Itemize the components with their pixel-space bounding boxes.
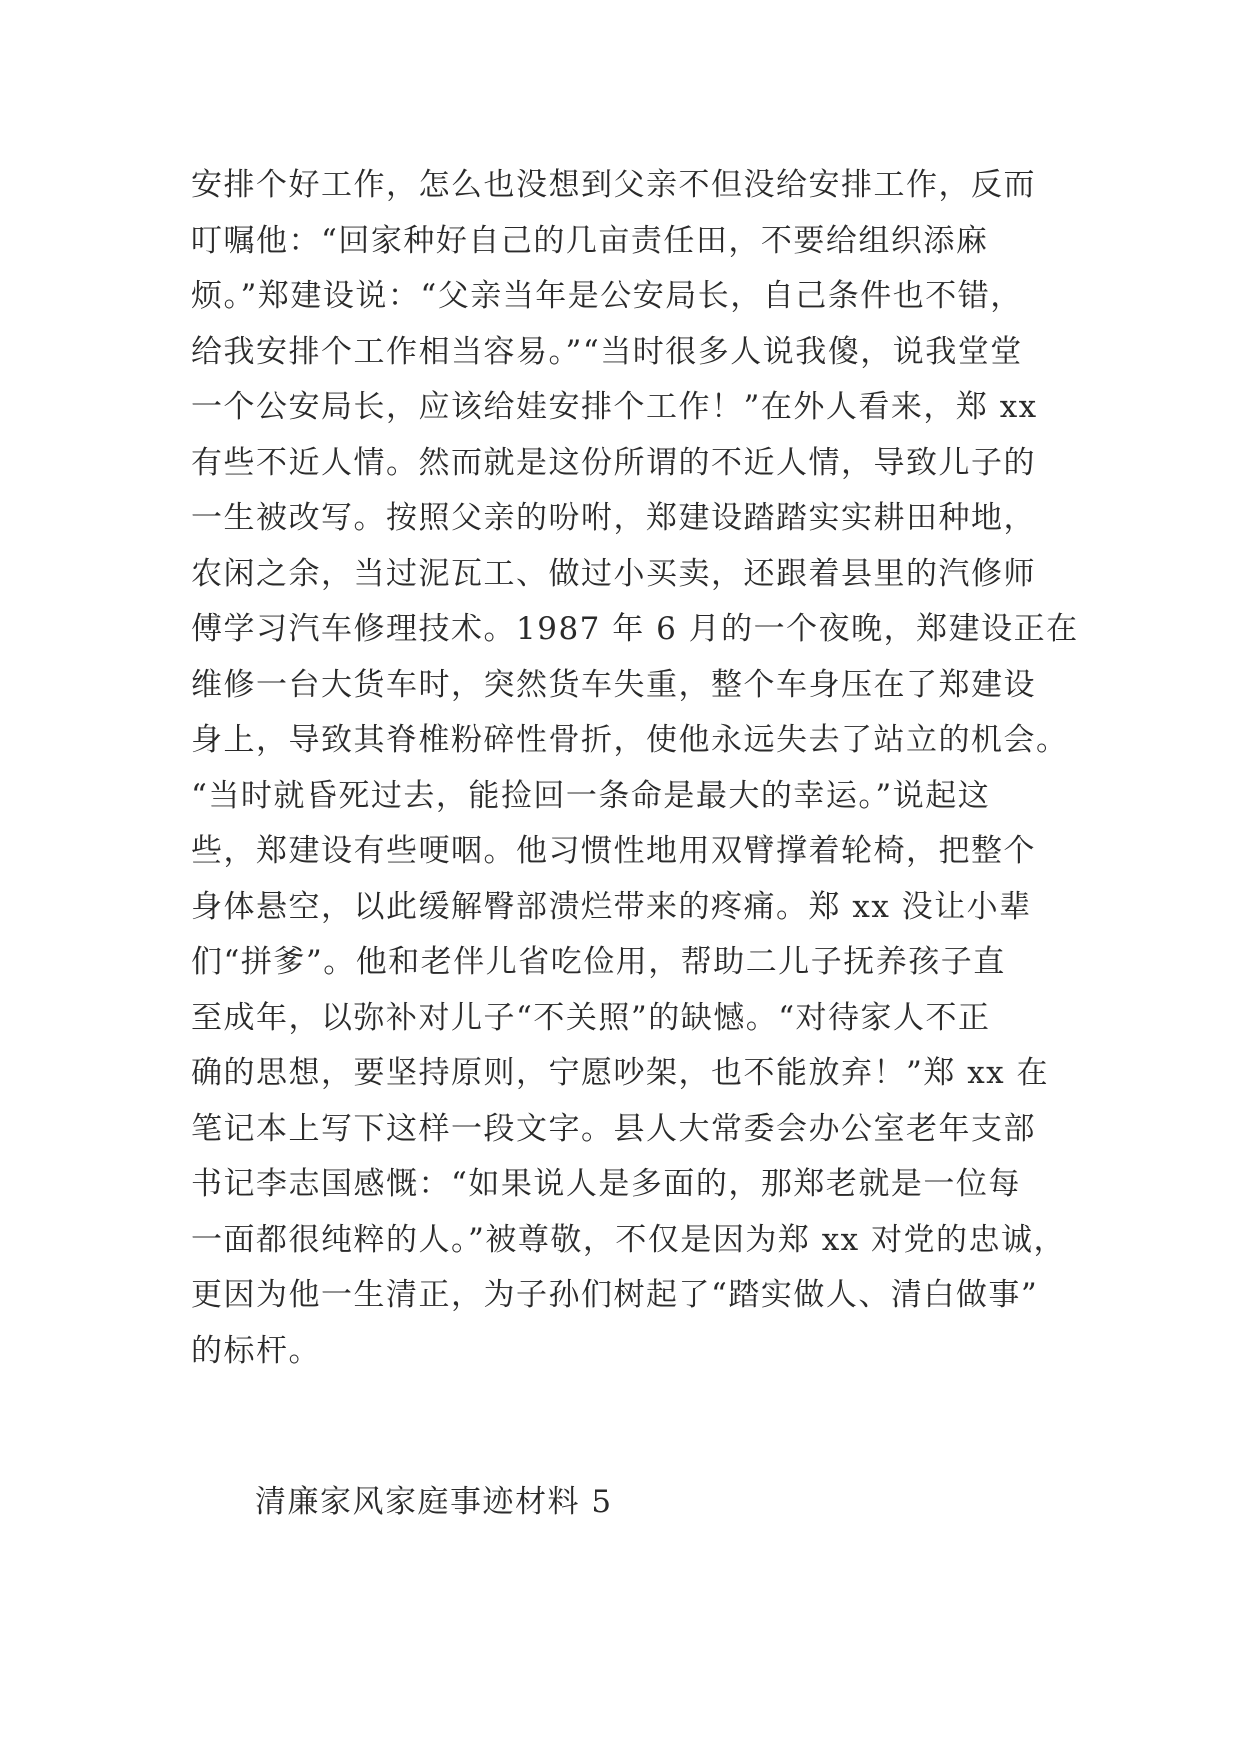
text-line: 叮嘱他：“回家种好自己的几亩责任田，不要给组织添麻 — [191, 222, 989, 259]
text-line: 一面都很纯粹的人。”被尊敬，不仅是因为郑 xx 对党的忠诚， — [191, 1221, 1067, 1258]
section-heading: 清廉家风家庭事迹材料 5 — [255, 1484, 613, 1520]
text-line: 一生被改写。按照父亲的吩咐，郑建设踏踏实实耕田种地， — [191, 500, 1036, 536]
text-line: “当时就昏死过去，能捡回一条命是最大的幸运。”说起这 — [191, 777, 991, 814]
text-line: 维修一台大货车时，突然货车失重，整个车身压在了郑建设 — [191, 666, 1036, 703]
text-line: 安排个好工作，怎么也没想到父亲不但没给安排工作，反而 — [191, 167, 1036, 203]
text-line: 更因为他一生清正，为子孙们树起了“踏实做人、清白做事” — [191, 1277, 1039, 1313]
text-line: 至成年，以弥补对儿子“不关照”的缺憾。“对待家人不正 — [191, 999, 991, 1036]
text-line: 些，郑建设有些哽咽。他习惯性地用双臂撑着轮椅，把整个 — [191, 833, 1036, 869]
text-line: 给我安排个工作相当容易。”“当时很多人说我傻，说我堂堂 — [191, 333, 1023, 370]
text-line: 们“拼爹”。他和老伴儿省吃俭用，帮助二儿子抚养孩子直 — [191, 944, 1006, 980]
text-line: 身体悬空，以此缓解臀部溃烂带来的疼痛。郑 xx 没让小辈 — [191, 888, 1032, 925]
text-line: 傅学习汽车修理技术。1987 年 6 月的一个夜晚，郑建设正在 — [191, 611, 1079, 647]
text-line: 身上，导致其脊椎粉碎性骨折，使他永远失去了站立的机会。 — [191, 722, 1069, 758]
text-line: 确的思想，要坚持原则，宁愿吵架，也不能放弃！”郑 xx 在 — [191, 1055, 1050, 1091]
text-line: 的标杆。 — [191, 1332, 321, 1369]
text-line: 一个公安局长，应该给娃安排个工作！”在外人看来，郑 xx — [191, 389, 1038, 425]
body-paragraph — [191, 158, 1079, 1379]
text-line: 有些不近人情。然而就是这份所谓的不近人情，导致儿子的 — [191, 444, 1036, 481]
text-line: 书记李志国感慨：“如果说人是多面的，那郑老就是一位每 — [191, 1166, 1021, 1202]
text-line: 笔记本上写下这样一段文字。县人大常委会办公室老年支部 — [191, 1110, 1036, 1147]
text-line: 农闲之余，当过泥瓦工、做过小买卖，还跟着县里的汽修师 — [191, 555, 1036, 592]
text-line: 烦。”郑建设说：“父亲当年是公安局长，自己条件也不错， — [191, 278, 1023, 314]
